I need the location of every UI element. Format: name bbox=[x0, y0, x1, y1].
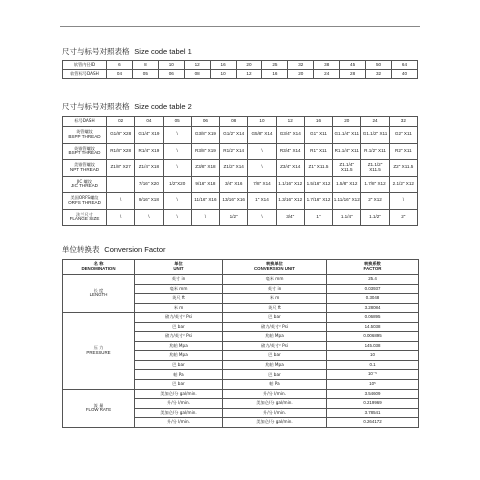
factor-cell: 14.5038 bbox=[327, 322, 419, 332]
table-row bbox=[63, 313, 419, 323]
table-cell: 25 bbox=[262, 61, 288, 70]
table3-title: 单位转换表 Conversion Factor bbox=[62, 245, 166, 254]
table-cell: G5/8" X14 bbox=[248, 127, 276, 144]
conversion-unit-cell: 升/分 l/min. bbox=[223, 389, 327, 399]
header-factor-line2: FACTOR bbox=[363, 265, 382, 271]
table-cell: 16 bbox=[210, 61, 236, 70]
table-cell: 9/16" X18 bbox=[135, 193, 163, 210]
table-cell: 12 bbox=[184, 61, 210, 70]
table-cell: 1/2" bbox=[220, 209, 248, 226]
table-cell: R.1/2" X11 bbox=[361, 143, 389, 160]
table-cell: 12 bbox=[236, 70, 262, 79]
table-cell: R1.1/4" X11 bbox=[333, 143, 361, 160]
row-label bbox=[63, 193, 107, 210]
table-cell: 1.11/16" X12 bbox=[333, 193, 361, 210]
table-cell: R1" X11 bbox=[304, 143, 332, 160]
conversion-unit-cell: 巴 bar bbox=[223, 351, 327, 361]
row-label bbox=[63, 160, 107, 177]
factor-cell: 0.1 bbox=[327, 360, 419, 370]
table-cell: \ bbox=[163, 143, 191, 160]
group-label-line2: PRESSURE bbox=[86, 349, 111, 355]
row-label-line1: 美锥管螺纹 bbox=[74, 162, 95, 168]
conversion-unit-cell: 美加仑/分 gal/min. bbox=[223, 418, 327, 428]
table-cell: 1.3/16" X12 bbox=[276, 193, 304, 210]
table-row bbox=[63, 61, 418, 70]
unit-cell: 美加仑/分 gal/min. bbox=[135, 408, 223, 418]
group-label-line1: 长 度 bbox=[93, 288, 104, 294]
table-cell: 3/4" bbox=[276, 209, 304, 226]
header-cell: 08 bbox=[220, 117, 248, 127]
table-cell: \ bbox=[135, 209, 163, 226]
table-cell: 1" X14 bbox=[248, 193, 276, 210]
table-cell: \ bbox=[107, 209, 135, 226]
table-cell: 24 bbox=[314, 70, 340, 79]
table-row bbox=[63, 193, 418, 210]
row-label-line2: BSPP THREAD bbox=[68, 133, 101, 139]
unit-cell: 米 m bbox=[135, 303, 223, 313]
unit-cell: 巴 bar bbox=[135, 322, 223, 332]
row-label-line2: FLANGE SIZE bbox=[69, 216, 100, 222]
table-cell: 20 bbox=[288, 70, 314, 79]
table-row bbox=[63, 143, 418, 160]
table-row bbox=[63, 275, 419, 285]
factor-cell: 0.006895 bbox=[327, 332, 419, 342]
header-conversion-unit bbox=[223, 260, 327, 275]
table-cell: 1.7/8" X12 bbox=[361, 176, 389, 193]
group-label bbox=[63, 275, 135, 313]
table-cell: 10 bbox=[158, 61, 184, 70]
table-cell: 20 bbox=[236, 61, 262, 70]
table-cell: \ bbox=[389, 193, 417, 210]
table-cell: G3/4" X14 bbox=[276, 127, 304, 144]
table-cell: 45 bbox=[340, 61, 366, 70]
table-cell: R3/8" X19 bbox=[191, 143, 219, 160]
conversion-unit-cell: 兆帕 Mpa bbox=[223, 360, 327, 370]
table-cell: 40 bbox=[391, 70, 417, 79]
header-cell: 10 bbox=[248, 117, 276, 127]
factor-cell: 3.54609 bbox=[327, 389, 419, 399]
table-cell: 1.1/4" bbox=[333, 209, 361, 226]
table-cell: Z3/8" X18 bbox=[191, 160, 219, 177]
row-label-line1: 英管螺纹 bbox=[76, 129, 93, 135]
unit-cell: 美加仑/分 gal/min. bbox=[135, 389, 223, 399]
row-label-line1: 美国ORFS螺纹 bbox=[70, 195, 99, 201]
factor-cell: 10⁻⁵ bbox=[327, 370, 419, 380]
top-rule bbox=[60, 26, 420, 27]
table-row bbox=[63, 70, 418, 79]
row-label-line2: NPT THREAD bbox=[69, 166, 100, 172]
conversion-unit-cell: 巴 bar bbox=[223, 370, 327, 380]
table-cell: 1.7/16" X12 bbox=[304, 193, 332, 210]
conversion-unit-cell: 磅力/英寸² Psi bbox=[223, 341, 327, 351]
factor-cell: 145.038 bbox=[327, 341, 419, 351]
table-cell: G2" X11 bbox=[389, 127, 417, 144]
header-label: 标号DASH bbox=[63, 117, 107, 127]
header-unit bbox=[135, 260, 223, 275]
header-cell: 04 bbox=[135, 117, 163, 127]
table-cell: 32 bbox=[366, 70, 392, 79]
header-unit-line1: 单位 bbox=[174, 261, 183, 267]
table-cell: G1/2" X14 bbox=[220, 127, 248, 144]
group-label-line2: FLOW RATE bbox=[85, 407, 112, 413]
table-cell: 7/8" X14 bbox=[248, 176, 276, 193]
table-cell: G3/8" X19 bbox=[191, 127, 219, 144]
table-cell: G1/4" X19 bbox=[135, 127, 163, 144]
table-cell: 2" X12 bbox=[361, 193, 389, 210]
unit-cell: 英尺 ft bbox=[135, 294, 223, 304]
table-cell: 10 bbox=[210, 70, 236, 79]
factor-cell: 10 bbox=[327, 351, 419, 361]
table-cell: 1.5/16" X12 bbox=[304, 176, 332, 193]
conversion-unit-cell: 升/分 l/min. bbox=[223, 408, 327, 418]
factor-cell: 3.78541 bbox=[327, 408, 419, 418]
table-cell: \ bbox=[163, 209, 191, 226]
table-cell: R2" X11 bbox=[389, 143, 417, 160]
group-label-line1: 压 力 bbox=[93, 345, 104, 351]
table-cell: 04 bbox=[107, 70, 133, 79]
table-cell: 2" bbox=[389, 209, 417, 226]
group-label bbox=[63, 313, 135, 389]
table-cell: 6 bbox=[107, 61, 133, 70]
table-cell: 1.1/2" bbox=[361, 209, 389, 226]
factor-cell: 0.3048 bbox=[327, 294, 419, 304]
table-cell: 11/16" X16 bbox=[191, 193, 219, 210]
row-label-line2: JIC THREAD bbox=[71, 183, 98, 189]
conversion-unit-cell: 磅力/英寸² Psi bbox=[223, 322, 327, 332]
table-cell: \ bbox=[107, 193, 135, 210]
unit-cell: 巴 bar bbox=[135, 380, 223, 390]
table1-title: 尺寸与标号对照表格 Size code tabel 1 bbox=[62, 47, 192, 56]
factor-cell: 10⁵ bbox=[327, 380, 419, 390]
factor-cell: 0.03937 bbox=[327, 284, 419, 294]
table-cell: \ bbox=[191, 209, 219, 226]
table-cell: Z1/2" X14 bbox=[220, 160, 248, 177]
table-cell: G1/8" X28 bbox=[107, 127, 135, 144]
conversion-unit-cell: 英尺 ft bbox=[223, 303, 327, 313]
table-cell: Z3/4" X14 bbox=[276, 160, 304, 177]
conversion-unit-cell: 毫米 mm bbox=[223, 275, 327, 285]
table-cell: 1" bbox=[304, 209, 332, 226]
table-row bbox=[63, 176, 418, 193]
row-label-line2: BSPT THREAD bbox=[68, 150, 101, 156]
table-cell: 13/16" X16 bbox=[220, 193, 248, 210]
table-row bbox=[63, 127, 418, 144]
table-cell: Z2" X11.5 bbox=[389, 160, 417, 177]
table-cell: R1/4" X19 bbox=[135, 143, 163, 160]
table-row bbox=[63, 160, 418, 177]
table-cell: 2.1/2" X12 bbox=[389, 176, 417, 193]
unit-cell: 英寸 in bbox=[135, 275, 223, 285]
row-label-line1: 英锥管螺纹 bbox=[74, 145, 95, 151]
conversion-unit-cell: 米 m bbox=[223, 294, 327, 304]
table-cell: 32 bbox=[288, 61, 314, 70]
conversion-unit-cell: 美加仑/分 gal/min. bbox=[223, 399, 327, 409]
table-cell: Z1.1/4" X11.5 bbox=[333, 160, 361, 177]
table-cell: 08 bbox=[184, 70, 210, 79]
conversion-factor-table bbox=[62, 259, 419, 428]
header-conversion-unit-line2: CONVERSION UNIT bbox=[254, 265, 295, 271]
header-conversion-unit-line1: 转换单位 bbox=[266, 261, 283, 267]
unit-cell: 磅力/英寸² Psi bbox=[135, 313, 223, 323]
table-header-row bbox=[63, 260, 419, 275]
unit-cell: 兆帕 Mpa bbox=[135, 351, 223, 361]
unit-cell: 帕 Pa bbox=[135, 370, 223, 380]
table-cell: Z1.1/2" X11.5 bbox=[361, 160, 389, 177]
header-cell: 24 bbox=[361, 117, 389, 127]
table-cell: 7/16" X20 bbox=[135, 176, 163, 193]
table-row bbox=[63, 209, 418, 226]
unit-cell: 升/分 l/min. bbox=[135, 399, 223, 409]
factor-cell: 0.264172 bbox=[327, 418, 419, 428]
row-label: 软管内径ID bbox=[63, 61, 107, 70]
header-denomination-line2: DENOMINATION bbox=[81, 265, 116, 271]
table-cell: 1.1/16" X12 bbox=[276, 176, 304, 193]
header-cell: 05 bbox=[163, 117, 191, 127]
header-cell: 02 bbox=[107, 117, 135, 127]
row-label: 软管标号DASH bbox=[63, 70, 107, 79]
table-cell: G1" X11 bbox=[304, 127, 332, 144]
row-label-line1: 法兰尺寸 bbox=[76, 211, 93, 217]
conversion-unit-cell: 兆帕 Mpa bbox=[223, 332, 327, 342]
row-label bbox=[63, 209, 107, 226]
group-label bbox=[63, 389, 135, 427]
table-cell: 50 bbox=[366, 61, 392, 70]
table2-title: 尺寸与标号对照表格 Size code table 2 bbox=[62, 102, 192, 111]
header-denomination-line1: 名 称 bbox=[93, 261, 104, 267]
table-cell: 16 bbox=[262, 70, 288, 79]
table-cell: \ bbox=[163, 160, 191, 177]
unit-cell: 毫米 mm bbox=[135, 284, 223, 294]
table-cell: Z1/4" X18 bbox=[135, 160, 163, 177]
row-label bbox=[63, 127, 107, 144]
table-cell: 8 bbox=[132, 61, 158, 70]
unit-cell: 兆帕 Mpa bbox=[135, 341, 223, 351]
unit-cell: 巴 bar bbox=[135, 360, 223, 370]
header-factor-line1: 转换系数 bbox=[364, 261, 381, 267]
table-cell: R3/4" X14 bbox=[276, 143, 304, 160]
table-cell: 3/4" X16 bbox=[220, 176, 248, 193]
header-cell: 06 bbox=[191, 117, 219, 127]
table-cell: 64 bbox=[391, 61, 417, 70]
table-cell: 1.5/8" X12 bbox=[333, 176, 361, 193]
header-denomination bbox=[63, 260, 135, 275]
unit-cell: 磅力/英寸² Psi bbox=[135, 332, 223, 342]
header-cell: 20 bbox=[333, 117, 361, 127]
row-label-line2: ORFS THREAD bbox=[68, 199, 101, 205]
header-factor bbox=[327, 260, 419, 275]
table-cell: R1/2" X14 bbox=[220, 143, 248, 160]
table-cell: \ bbox=[163, 193, 191, 210]
row-label bbox=[63, 176, 107, 193]
factor-cell: 3.28084 bbox=[327, 303, 419, 313]
header-cell: 12 bbox=[276, 117, 304, 127]
conversion-unit-cell: 巴 bar bbox=[223, 313, 327, 323]
unit-cell: 升/分 l/min. bbox=[135, 418, 223, 428]
table-cell: \ bbox=[248, 209, 276, 226]
table-cell: G1.1/2" X11 bbox=[361, 127, 389, 144]
header-cell: 32 bbox=[389, 117, 417, 127]
table-row bbox=[63, 389, 419, 399]
table-cell: 9/16" X18 bbox=[191, 176, 219, 193]
table-cell: \ bbox=[248, 160, 276, 177]
row-label bbox=[63, 143, 107, 160]
table-cell: \ bbox=[163, 127, 191, 144]
conversion-unit-cell: 英寸 in bbox=[223, 284, 327, 294]
table-cell: 05 bbox=[132, 70, 158, 79]
table-cell: R1/8" X28 bbox=[107, 143, 135, 160]
group-label-line1: 流 量 bbox=[93, 402, 104, 408]
group-label-line2: LENGTH bbox=[89, 292, 108, 298]
row-label-line1: JIC 螺纹 bbox=[76, 178, 93, 184]
table-cell: 06 bbox=[158, 70, 184, 79]
table-cell: 28 bbox=[340, 70, 366, 79]
table-cell: \ bbox=[248, 143, 276, 160]
factor-cell: 0.06895 bbox=[327, 313, 419, 323]
table-cell: Z1/8" X27 bbox=[107, 160, 135, 177]
table-cell: G1.1/4" X11 bbox=[333, 127, 361, 144]
table-cell: Z1" X11.5 bbox=[304, 160, 332, 177]
size-code-table-2 bbox=[62, 116, 418, 226]
conversion-unit-cell: 帕 Pa bbox=[223, 380, 327, 390]
table-cell-empty bbox=[107, 176, 135, 193]
header-cell: 16 bbox=[304, 117, 332, 127]
table-cell: 38 bbox=[314, 61, 340, 70]
table-header-row bbox=[63, 117, 418, 127]
size-code-table-1 bbox=[62, 60, 418, 79]
table-cell: 1/2"X20 bbox=[163, 176, 191, 193]
factor-cell: 0.219969 bbox=[327, 399, 419, 409]
header-unit-line2: UNIT bbox=[173, 265, 184, 271]
factor-cell: 25.4 bbox=[327, 275, 419, 285]
